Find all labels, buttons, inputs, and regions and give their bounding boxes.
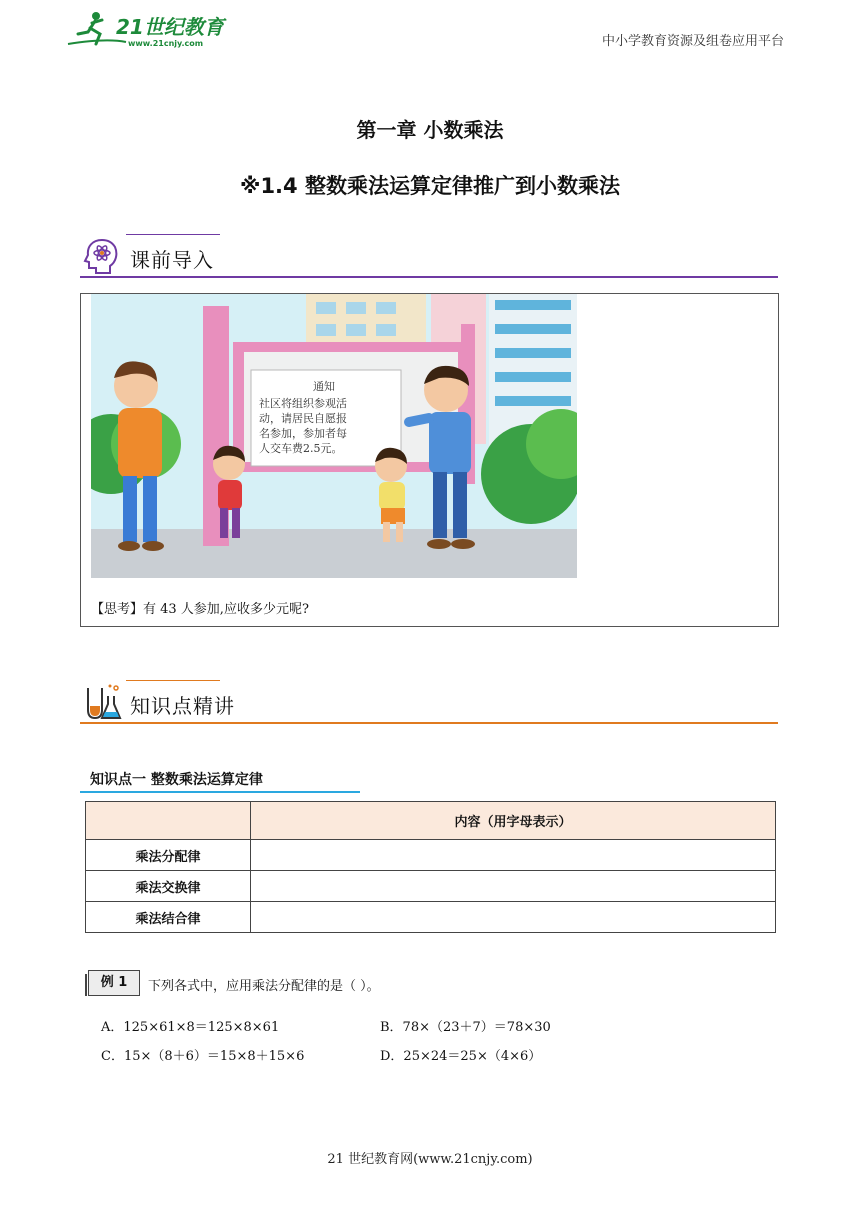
law-content-cell[interactable]	[251, 902, 776, 933]
intro-heading: 课前导入	[130, 248, 214, 272]
notice-title: 通知	[313, 380, 335, 393]
logo-url-text: www.21cnjy.com	[128, 39, 204, 48]
notice-line: 动，请居民自愿报	[259, 412, 347, 425]
community-notice-illustration	[91, 294, 577, 578]
section-title: ※1.4 整数乘法运算定律推广到小数乘法	[240, 174, 620, 198]
law-label: 乘法结合律	[86, 902, 251, 933]
example-question: 下列各式中，应用乘法分配律的是（ ）。	[148, 979, 380, 994]
page-footer: 21 世纪教育网(www.21cnjy.com)	[327, 1152, 533, 1167]
option-c[interactable]: C．15×（8＋6）＝15×8＋15×6	[101, 1049, 305, 1064]
logo-main-text: 21世纪教育	[116, 15, 224, 39]
table-header-cell	[86, 802, 251, 840]
law-label: 乘法交换律	[86, 871, 251, 902]
intro-divider	[80, 276, 778, 278]
table-row	[86, 871, 776, 902]
example-tag: 例 1	[88, 970, 140, 996]
platform-name: 中小学教育资源及组卷应用平台	[601, 34, 784, 49]
lab-flask-icon	[82, 682, 122, 722]
table-header-cell: 内容（用字母表示）	[251, 802, 776, 840]
notice-line: 名参加，参加者每	[259, 427, 347, 440]
law-content-cell[interactable]	[251, 840, 776, 871]
option-d[interactable]: D．25×24＝25×（4×6）	[380, 1049, 542, 1064]
header-top-rule	[126, 680, 220, 681]
knowledge-heading: 知识点精讲	[130, 694, 235, 718]
knowledge-divider	[80, 722, 778, 724]
option-b[interactable]: B．78×（23＋7）＝78×30	[380, 1020, 551, 1035]
knowledge-section-header	[80, 680, 778, 724]
knowledge-point-title: 知识点一 整数乘法运算定律	[90, 772, 263, 788]
intro-section-header	[80, 234, 778, 278]
site-logo[interactable]	[66, 8, 236, 50]
table-row	[86, 902, 776, 933]
laws-table	[85, 801, 776, 933]
table-header-row	[86, 802, 776, 840]
chapter-title: 第一章 小数乘法	[356, 118, 504, 142]
notice-line: 社区将组织参观活	[259, 397, 347, 410]
intro-box	[80, 293, 779, 627]
knowledge-point-underline	[80, 791, 360, 793]
brain-head-icon	[82, 236, 122, 276]
law-label: 乘法分配律	[86, 840, 251, 871]
option-a[interactable]: A．125×61×8＝125×8×61	[101, 1020, 280, 1035]
law-content-cell[interactable]	[251, 871, 776, 902]
table-row	[86, 840, 776, 871]
header-top-rule	[126, 234, 220, 235]
think-prompt: 【思考】有 43 人参加,应收多少元呢?	[91, 602, 309, 617]
notice-line: 人交车费2.5元。	[259, 442, 343, 455]
